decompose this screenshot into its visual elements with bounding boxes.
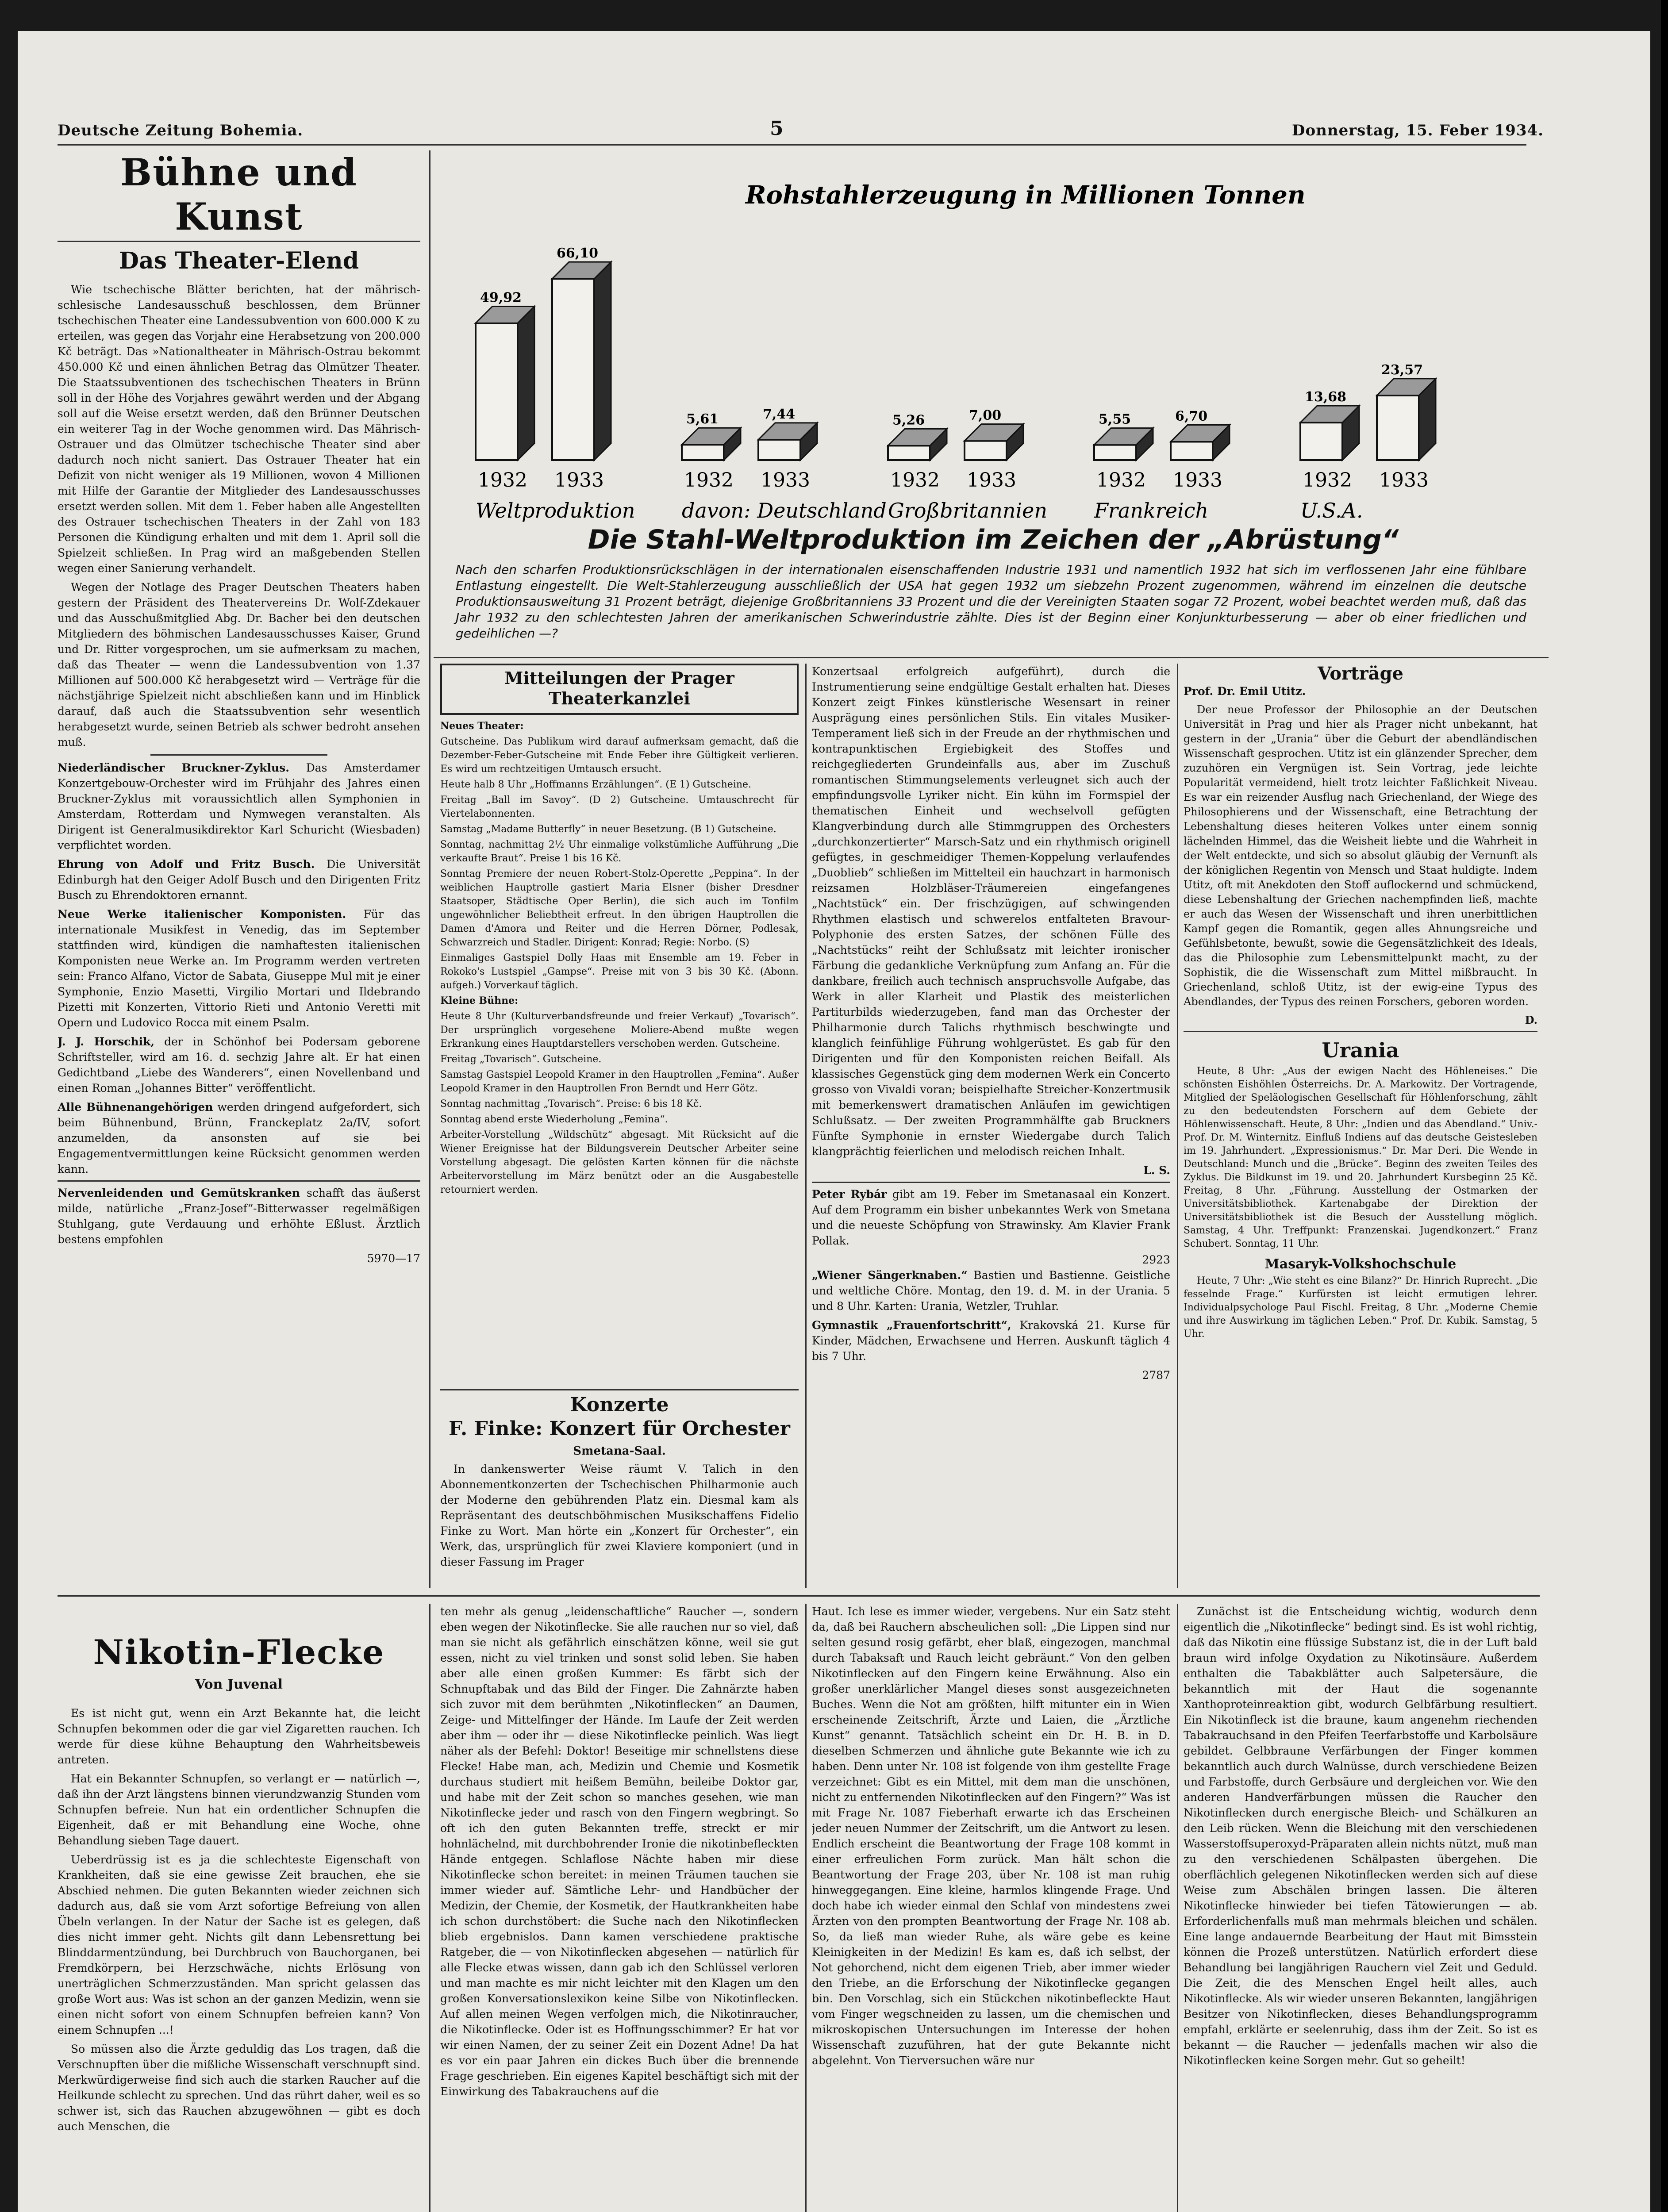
ad-number: 2923 — [1142, 1253, 1170, 1266]
theaterkanzlei-line: Sonntag, nachmittag 2½ Uhr einmalige volkstümliche Aufführung „Die verkaufte Braut“. Preise 1 bis 16 Kč. — [440, 839, 799, 864]
tick-label: 1932 — [684, 469, 734, 492]
bar — [1094, 445, 1136, 460]
note-item: Niederländischer Bruckner-Zyklus. Das Amsterdamer Konzertgebouw-Orchester wird im Frühjahr des Jahres einen Bruckner-Zyklus mit voraussichtlich allen Symphonien in Amsterdam, Rotterdam und Nymwegen veranstalten. Als Dirigent ist Generalmusikdirektor Karl Schuricht (Wiesbaden) verpflichtet worden. — [58, 761, 420, 852]
signature: D. — [1525, 1014, 1537, 1026]
title-rule — [58, 241, 420, 242]
bar — [1171, 442, 1213, 460]
column-rule — [1177, 1604, 1178, 2212]
urania-title: Urania — [1322, 1038, 1399, 1062]
tick-label: 1933 — [554, 469, 604, 492]
masthead-date: Donnerstag, 15. Feber 1934. — [1292, 122, 1544, 139]
note-item: Peter Rybár gibt am 19. Feber im Smetanasaal ein Konzert. Auf dem Programm ein bisher unbekanntes Werk von Smetana und die neueste Schöpfung von Strawinsky. Am Klavier Frank Pollak. — [812, 1188, 1170, 1247]
paragraph: Zunächst ist die Entscheidung wichtig, wodurch denn eigentlich die „Nikotinflecke“ bedingt sind. Es ist wohl richtig, daß das Nikotin eine flüssige Substanz ist, die in der Luft bald braun wird infolge Oxydation zu Nikotinsäure. Außerdem enthalten die Tabakblätter auch Salpetersäure, die bekanntlich mit der Haut die sogenannte Xanthoproteinreaktion gibt, wodurch Gelbfärbung resultiert. Ein Nikotinfleck ist die braune, kaum angenehm riechenden Tabakrauchsand in den Pfeifen Teerfarbstoffe und Karbolsäure gebildet. Gelbbraune Verfärbungen der Finger kommen bekanntlich auch durch Walnüsse, durch verschiedene Beizen und Farbstoffe, durch Gerbsäure und dergleichen vor. Wie den anderen Handverfärbungen müssen die Raucher den Nikotinflecken durch energische Bleich- und Schälkuren an den Leib rücken. Wenn die Bleichung mit den verschiedenen Wasserstoffsuperoxyd-Präparaten allein nichts nützt, muß man zu den verschiedenen Schälpasten übergehen. Die oberflächlich gelegenen Nikotinflecken werden sich auf diese Weise zum Abschälen bringen lassen. Die älteren Nikotinflecke hinwieder bei tiefen Tätowierungen — ab. Erforderlichenfalls muß man mehrmals bleichen und schälen. Eine lange andauernde Bearbeitung der Haut mit Bimsstein können die Prozeß unterstützen. Natürlich erfordert diese Behandlung bei langjährigen Rauchern viel Zeit und Geduld. Die Zeit, die des Menschen Engel heilt alles, auch Nikotinflecke. Als wir wieder unseren Bekannten, langjährigen Besitzer von Nikotinflecken, dieses Behandlungsprogramm empfahl, erklärte er seelenruhig, dass ihm der Zeit. So ist es bekannt — die Raucher — jedenfalls machen wir also die Nikotinflecken keine Sorgen mehr. Gut so geheilt! — [1184, 1605, 1537, 2067]
tick-label: 1932 — [890, 469, 940, 492]
theaterkanzlei-lines — [440, 719, 799, 1197]
data-label: 5,55 — [1099, 411, 1131, 427]
tick-label: 1933 — [761, 469, 810, 492]
note-item: J. J. Horschik, der in Schönhof bei Podersam geborene Schriftsteller, wird am 16. d. sechzig Jahre alt. Er hat einen Gedichtband „Liebe des Wanderers“, einen Novellenband und einen Roman „Johannes Bitter“ veröffentlicht. — [58, 1035, 420, 1094]
paragraph: ten mehr als genug „leidenschaftliche“ Raucher —, sondern eben wegen der Nikotinflecke. Sie alle rauchen nur so viel, daß man sie nicht als gefährlich einschätzen könne, weil sie gut essen, nicht zu viel trinken und sonst solid leben. Sie haben aber alle einen großen Kummer: Es färbt sich der Schnupftabak und das Bild der Finger. Die Zahnärzte haben sich zuvor mit dem berühmten „Nikotinflecken“ an Daumen, Zeige- und Mittelfinger der Hände. Im Laufe der Zeit werden aber ihm — oder ihr — diese Nikotinflecke peinlich. Was liegt näher als der Befehl: Doktor! Beseitige mir schnellstens diese Flecke! Habe man, ach, Medizin und Chemie und Kosmetik durchaus studiert mit heißem Bemühn, beileibe Doktor gar, und habe mit der Zeit schon so manches gesehen, wie man Nikotinflecke jeder und rasch von den Fingern wegbringt. So oft ich den guten Bekannten treffe, streckt er mir hohnlächelnd, mit durchbohrender Ironie die nikotinbefleckten Hände entgegen. Schlaflose Nächte haben mir diese Nikotinflecke schon bereitet: in meinen Träumen tauchen sie immer wieder auf. Sämtliche Lehr- und Handbücher der Medizin, der Chemie, der Kosmetik, der Hautkrankheiten habe ich schon durchstöbert: die Suche nach den Nikotinflecken blieb ergebnislos. Dann kamen verschiedene praktische Ratgeber, die — von Nikotinflecken abgesehen — natürlich für alle Flecke etwas wissen, dann gab ich den Schlüssel verloren und man machte es mir nicht leichter mit den Klagen um den großen Konversationslexikon keine Silbe von Nikotinflecken. Auf allen meinen Wegen verfolgen mich, die Nikotinraucher, die Nikotinflecke. Oder ist es Hoffnungsschimmer? Er hat vor wir einen Namen, der zu seiner Zeit ein Dozent Adne! Da hat es vor ein paar Jahren ein dickes Buch über die brennende Frage geschrieben. Ein eigenes Kapitel beschäftigt sich mit der Einwirkung des Tabakrauchens auf die — [440, 1605, 799, 2098]
note-item: Alle Bühnenangehörigen werden dringend aufgefordert, sich beim Bühnenbund, Brünn, Franckeplatz 2a/IV, sofort anzumelden, da ansonsten auf sie bei Engagementvermittlungen keine Rücksicht genommen werden kann. — [58, 1101, 420, 1175]
data-label: 5,61 — [686, 411, 719, 427]
paragraph: Wegen der Notlage des Prager Deutschen Theaters haben gestern der Präsident des Theatervereins Dr. Wolf-Zdekauer und das Ausschußmitglied Abg. Dr. Bacher bei den deutschen Mitgliedern des böhmischen Landesausschusses Kaiser, Grund und Dr. Ritter vorgesprochen, um sie aufmerksam zu machen, daß das Theater — wenn die Landessubvention von 1.37 Millionen auf 500.000 Kč herabgesetzt wird — Verträge für die nächstjährige Spielzeit nicht abschließen kann und im Hinblick darauf, daß auch die Staatssubvention sehr wesentlich herabgesetzt wurde, seinen Betrieb als schwer bedroht ansehen muß. — [58, 581, 420, 749]
konzert-continued-column — [812, 664, 1170, 1588]
ad-item: Nervenleidenden und Gemütskranken schafft das äußerst milde, natürliche „Franz-Josef“-Bitterwasser regelmäßigen Stuhlgang, gute Verdauung und erhöhte Eßlust. Ärztlich bestens empfohlen — [58, 1187, 420, 1246]
signature: L. S. — [1143, 1164, 1170, 1177]
paragraph: Konzertsaal erfolgreich aufgeführt), durch die Instrumentierung seine endgültige Gestalt erhalten hat. Dieses Konzert zeigt Finkes künstlerische Wesensart in reiner Ausprägung eines persönlichen Stils. Ein vitales Musiker-Temperament ließ sich in der Freude an der rhythmischen und kontrapunktischen Ergiebigkeit des Stoffes und reichgegliederten Grundeinfalls aus, aber im Zuschuß romantischen Stimmungselements verleugnet sich auch der empfindungsvolle Lyriker nicht. Ein kühn im Formspiel der thematischen Einheit und wechselvoll gefügten Klangverbindung durch alle Stimmgruppen des Orchesters „durchkonzertierter“ Marsch-Satz und ein rhythmisch originell gefügtes, in geschmeidiger Themen-Koppelung verlaufendes „Duoblieb“ schließen im Mittelteil ein hauchzart in harmonisch reizsamen Holzbläser-Träumereien eingefangenes „Nachtstück“ ein. Der frischzügigen, auf schwingenden Rhythmen elastisch und schwerelos entfalteten Bravour-Polyphonie des ersten Satzes, der schönen Fülle des „Nachtstücks“ reiht der Schlußsatz mit leichter ironischer Färbung die gedankliche Verknüpfung zum Anfang an. Für die dankbare, freilich auch technisch anspruchsvolle Aufgabe, das Werk in aller Klarheit und Plastik des meisterlichen Partiturbilds wiederzugeben, fand man das Orchester der Philharmonie durch Talichs rhythmisch beschwingte und klanglich feinfühlige Führung wohlgerüstet. Es gab für den Dirigenten und für den Komponisten reichen Beifall. Als klassisches Gegenstück ging dem modernen Werk ein Concerto grosso von Vivaldi voran; beispielhafte Streicher-Konzertmusik mit bemerkenswert dramatischen Anläufen im gewichtigen Schlußsatz. — Der zweiten Programmhälfte gab Bruckners Fünfte Symphonie in ernster Wiedergabe durch Talich klangprächtig feierlichen und melodisch reichen Inhalt. — [812, 665, 1170, 1158]
theaterkanzlei-line: Sonntag abend erste Wiederholung „Femina“. — [440, 1114, 668, 1125]
theaterkanzlei-line: Samstag Gastspiel Leopold Kramer in den Hauptrollen „Femina“. Außer Leopold Kramer in den Hauptrollen Fron Berndt und Herr Götz. — [440, 1069, 799, 1094]
theaterkanzlei-line: Sonntag Premiere der neuen Robert-Stolz-Operette „Peppina“. In der weiblichen Hauptrolle gastiert Maria Elsner (bisher Dresdner Staatsoper, Städtische Oper Berlin), die sich auch im Tonfilm ungewöhnlicher Beliebtheit erfreut. In den übrigen Hauptrollen die Damen d'Amora und Reiter und die Herren Dörner, Podlesak, Schwarzreich und Stadler. Dirigent: Konrad; Regie: Norbo. (S) — [440, 868, 799, 948]
paragraph: In dankenswerter Weise räumt V. Talich in den Abonnementkonzerten der Tschechischen Philharmonie auch der Moderne den gebührenden Platz ein. Diesmal kam als Repräsentant des deutschböhmischen Musikschaffens Fidelio Finke zu Wort. Man hörte ein „Konzert für Orchester“, ein Werk, das, ursprünglich für zwei Klaviere komponiert (und in dieser Fassung im Prager — [440, 1463, 799, 1568]
nikotin-column-1 — [58, 1604, 420, 2212]
nikotin-title: Nikotin-Flecke — [93, 1632, 385, 1672]
vortraege-title: Vorträge — [1317, 664, 1403, 684]
bar — [965, 441, 1007, 460]
page-number: 5 — [770, 117, 784, 140]
group-label: Frankreich — [1094, 499, 1209, 522]
theaterkanzlei-line: Heute halb 8 Uhr „Hoffmanns Erzählungen“. (E 1) Gutscheine. — [440, 779, 752, 790]
page-edge-shadow — [1661, 0, 1668, 2212]
paragraph: Heute, 8 Uhr: „Aus der ewigen Nacht des Höhleneises.“ Die schönsten Eishöhlen Österreichs. Dr. A. Markowitz. Der Vortragende, Mitglied der Speläologischen Gesellschaft für Höhlenforschung, zählt zu den bedeutendsten Forschern auf dem Gebiete der Höhlenwissenschaft. Heute, 8 Uhr: „Indien und das Abendland.“ Univ.-Prof. Dr. M. Winternitz. Einfluß Indiens auf das deutsche Geistesleben im 19. Jahrhundert. „Expressionismus.“ Dr. Mar Deri. Die Wende in Deutschland: Munch und die „Brücke“. Beginn des zweiten Teiles des Zyklus. Die Bildkunst im 19. und 20. Jahrhundert Kursbeginn 25 Kč. Freitag, 8 Uhr. „Führung. Ausstellung der Ostmarken der Universitätsbibliothek. Kartenabgabe der Direktion der Universitätsbibliothek ist die Besuch der Ausstellung möglich. Samstag, 4 Uhr. Treffpunkt: Franzenskai. Jugendkonzert.“ Franz Schubert. Sonntag, 11 Uhr. — [1184, 1066, 1537, 1249]
masthead-rule — [58, 144, 1526, 146]
data-label: 7,00 — [969, 407, 1002, 423]
theaterkanzlei-heading-box — [440, 664, 799, 715]
nikotin-column-4 — [1184, 1604, 1537, 2212]
chart-caption-body: Nach den scharfen Produktionsrückschlägen in der internationalen eisenschaffenden Industrie 1931 und namentlich 1932 hat sich im verflossenen Jahr eine fühlbare Entlastung eingestellt. Die Welt-Stahlerzeugung ausschließlich der USA hat gegen 1932 um siebzehn Prozent zugenommen, während im einzelnen die deutsche Produktionsausweitung 31 Prozent beträgt, diejenige Großbritanniens 33 Prozent und die der Vereinigten Staaten sogar 72 Prozent, wobei beachtet werden muß, daß das Jahr 1932 zu den schlechtesten Jahren der amerikanischen Schwerindustrie zählte. Dies ist der Beginn einer Konjunkturbesserung — aber ob einer friedlichen und gedeihlichen —? — [456, 562, 1526, 641]
konzert-finke-title: F. Finke: Konzert für Orchester — [449, 1417, 790, 1440]
column-rule — [429, 1604, 430, 2212]
divider — [1184, 1031, 1537, 1032]
bar-side — [594, 262, 611, 460]
bar — [758, 440, 800, 460]
data-label: 5,26 — [892, 412, 925, 428]
data-label: 23,57 — [1381, 362, 1423, 378]
bar — [476, 323, 518, 460]
data-label: 49,92 — [480, 290, 522, 306]
column-rule — [805, 1604, 807, 2212]
nikotin-byline: Von Juvenal — [195, 1677, 283, 1692]
masaryk-title: Masaryk-Volkshochschule — [1264, 1256, 1457, 1272]
paragraph: Wie tschechische Blätter berichten, hat der mährisch-schlesische Landesausschuß beschlossen, dem Brünner tschechischen Theater eine Landessubvention von 600.000 K zu erteilen, was gegen das Vorjahr eine Herabsetzung von 200.000 Kč beträgt. Das »Nationaltheater in Mährisch-Ostrau bekommt 450.000 Kč und einen ähnlichen Betrag das Olmützer Theater. Die Staatssubventionen des tschechischen Theaters in Brünn soll in der Höhe des Vorjahres gewährt werden und der Abgang soll auf die Weise ersetzt werden, daß den Brünner Deutschen ein weiterer Tag in der Woche genommen wird. Das Mährisch-Ostrauer und das Olmützer tschechische Theater sind aber dadurch noch nicht saniert. Das Ostrauer Theater hat ein Defizit von nicht weniger als 19 Millionen, wovon 4 Millionen mit Hilfe der Garantie der Mitglieder des Landesausschusses ersetzt werden sollen. Mit dem 1. Feber haben alle Angestellten des Ostrauer tschechischen Theaters in der Zahl von 183 Personen die Kündigung erhalten und mit dem 1. April soll die Spielzeit schließen. In Prag wird an maßgebenden Stellen wegen einer Sanierung verhandelt. — [58, 283, 420, 575]
theaterkanzlei-line: Neues Theater: — [440, 720, 524, 732]
theaterkanzlei-line: Samstag „Madame Butterfly“ in neuer Besetzung. (B 1) Gutscheine. — [440, 824, 776, 835]
chart-caption-title: Die Stahl-Weltproduktion im Zeichen der „Abrüstung“ — [588, 524, 1399, 555]
paragraph: Hat ein Bekannter Schnupfen, so verlangt er — natürlich —, daß ihn der Arzt längstens binnen vierundzwanzig Stunden vom Schnupfen befreie. Nun hat ein ordentlicher Schnupfen die Eigenheit, daß er mit Behandlung eine Woche, ohne Behandlung sieben Tage dauert. — [58, 1772, 420, 1847]
konzert-venue: Smetana-Saal. — [573, 1444, 666, 1458]
vortrag-speaker: Prof. Dr. Emil Utitz. — [1184, 685, 1306, 698]
data-label: 6,70 — [1175, 408, 1208, 424]
vortraege-column — [1184, 664, 1537, 1588]
tick-label: 1933 — [1379, 469, 1429, 492]
column-rule — [805, 664, 807, 1588]
divider — [812, 1182, 1170, 1183]
bar-side — [518, 306, 534, 460]
group-label: U.S.A. — [1300, 499, 1363, 522]
tick-label: 1932 — [1303, 469, 1352, 492]
konzerte-title: Konzerte — [570, 1394, 669, 1416]
bar — [888, 445, 930, 460]
tick-label: 1932 — [478, 469, 527, 492]
theaterkanzlei-line: Arbeiter-Vorstellung „Wildschütz“ abgesagt. Mit Rücksicht auf die Wiener Ereignisse hat der Bildungsverein Deutscher Arbeiter seine Vorstellung abgesagt. Die gelösten Karten können für die nächste Arbeitervorstellung im März benützt oder an die Ausgabestelle retourniert werden. — [440, 1129, 799, 1195]
nikotin-column-2 — [440, 1604, 799, 2212]
section-rule — [434, 657, 1549, 658]
column-rule — [429, 150, 430, 1588]
theaterkanzlei-line: Freitag „Ball im Savoy“. (D 2) Gutscheine. Umtauschrecht für Viertelabonnenten. — [440, 795, 799, 819]
paragraph: Haut. Ich lese es immer wieder, vergebens. Nur ein Satz steht da, daß bei Rauchern abscheulichen soll: „Die Lippen sind nur selten gesund rosig gefärbt, eher blaß, eingezogen, manchmal durch Tabaksaft und Rauch leicht gebräunt.“ Von den gelben Nikotinflecken auf den Fingern keine Erwähnung. Also ein großer unerklärlicher Mangel dieses sonst ausgezeichneten Buches. Wenn die Not am größten, hilft mitunter ein in Wien erscheinende Zeitschrift, Ärzte und Laien, die „Ärztliche Kunst“ genannt. Tatsächlich scheint ein Dr. H. B. in D. dieselben Schmerzen und ähnliche gute Bekannte wie ich zu haben. Denn unter Nr. 108 ist folgende von ihm gestellte Frage verzeichnet: Gibt es ein Mittel, mit dem man die unschönen, nicht zu entfernenden Nikotinflecken auf den Fingern?“ Was ist mit Frage Nr. 1087 Fieberhaft erwarte ich das Erscheinen jeder neuen Nummer der Zeitschrift, um die Antwort zu lesen. Endlich erscheint die Beantwortung der Frage 108 kommt in einer erfreulichen Form zurück. Man hält schon die Beantwortung der Frage 203, über Nr. 108 ist man ruhig hinweggegangen. Eine kleine, harmlos klingende Frage. Und doch habe ich wieder einmal den Schlaf von mindestens zwei Ärzten von den prompten Beantwortung der Frage Nr. 108 ab. So, da ließ man wieder Ruhe, als wäre gebe es keine Kleinigkeiten in der Medizin! Es kam es, daß ich selbst, der Not gehorchend, nicht dem eigenen Trieb, aber immer wieder den Triebe, an die Erforschung der Nikotinflecke gegangen bin. Den Vorschlag, sich ein Stückchen nikotinbefleckte Haut vom Finger wegschneiden zu lassen, um die chemischen und mikroskopischen Untersuchungen im Interesse der hohen Wissenschaft zuzuführen, hat der gute Bekannte nicht abgelehnt. Von Tierversuchen wäre nur — [812, 1605, 1170, 2067]
ad-number: 2787 — [1142, 1369, 1170, 1382]
note-item: Ehrung von Adolf und Fritz Busch. Die Universität Edinburgh hat den Geiger Adolf Busch und den Dirigenten Fritz Busch zu Ehrendoktoren ernannt. — [58, 858, 420, 902]
theaterkanzlei-line: Gutscheine. Das Publikum wird darauf aufmerksam gemacht, daß die Dezember-Feber-Gutscheine mit Ende Feber ihre Gültigkeit verlieren. Es wird um rechtzeitigen Umtausch ersucht. — [440, 736, 799, 775]
ad-number: 5970—17 — [367, 1252, 420, 1265]
article-title-theater-elend: Das Theater-Elend — [119, 247, 359, 274]
theaterkanzlei-line: Freitag „Tovarisch“. Gutscheine. — [440, 1054, 602, 1065]
divider — [440, 1389, 799, 1390]
data-label: 7,44 — [763, 406, 796, 422]
section-title-buhne: Bühne und Kunst — [120, 150, 357, 238]
paragraph: Ueberdrüssig ist es ja die schlechteste Eigenschaft von Krankheiten, daß sie eine gewisse Zeit brauchen, ehe sie Abschied nehmen. Die guten Bekannten wieder zeichnen sich dadurch aus, daß sie vom Arzt sofortige Befreiung von allen Übeln verlangen. In der Natur der Sache ist es gelegen, daß dies nicht immer geht. Nichts gilt dann Lebensrettung bei Blinddarmentzündung, bei Durchbruch von Bauchorganen, bei Fremdkörpern, bei Herzschwäche, nichts Erlösung von unerträglichen Schmerzzuständen. Man spricht gelassen das große Wort aus: Was ist schon an der ganzen Medizin, wenn sie einen nicht sofort von einem Schnupfen befreien kann? Von einem Schnupfen ...! — [58, 1853, 420, 2036]
note-item: „Wiener Sängerknaben.“ Bastien und Bastienne. Geistliche und weltliche Chöre. Montag, den 19. d. M. in der Urania. 5 und 8 Uhr. Karten: Urania, Wetzler, Truhlar. — [812, 1269, 1170, 1313]
theaterkanzlei-line: Einmaliges Gastspiel Dolly Haas mit Ensemble am 19. Feber in Rokoko's Lustspiel „Gampse“. Preise mit von 3 bis 30 Kč. (Abonn. aufgeh.) Vorverkauf täglich. — [440, 952, 799, 991]
divider — [58, 1180, 420, 1182]
bar — [1377, 396, 1419, 460]
theaterkanzlei-title: Mitteilungen der Prager Theaterkanzlei — [504, 668, 734, 708]
data-label: 13,68 — [1305, 389, 1346, 405]
buhne-column — [58, 150, 420, 1588]
paragraph: Heute, 7 Uhr: „Wie steht es eine Bilanz?“ Dr. Hinrich Ruprecht. „Die fesselnde Frage.“ Kurfürsten ist leicht ermutigen lehrer. Individualpsychologe Paul Fischl. Freitag, 8 Uhr. „Moderne Chemie und ihre Auswirkung im täglichen Leben.“ Prof. Dr. Kubik. Samstag, 5 Uhr. — [1184, 1275, 1537, 1340]
theaterkanzlei-line: Sonntag nachmittag „Tovarisch“. Preise: 6 bis 18 Kč. — [440, 1098, 702, 1110]
bar — [1300, 422, 1342, 460]
nikotin-column-3 — [812, 1604, 1170, 2212]
paragraph: Der neue Professor der Philosophie an der Deutschen Universität in Prag und hier als Prager nicht unbekannt, hat gestern in der „Urania“ über die Geburt der abendländischen Wissenschaft gesprochen. Utitz ist ein glänzender Sprecher, dem zuzuhören ein Vergnügen ist. Sein Vortrag, jede leichte Popularität vermeidend, hielt trotz leichter Faßlichkeit Niveau. Es war ein reizender Ausflug nach Griechenland, der Wiege des Philosophierens und der Wissenschaft, eine Betrachtung der Lebenshaltung dieses heiteren Volkes unter einem sonnig lächelnden Himmel, das die Weisheit liebte und die Wahrheit in der Welt entdeckte, und sich so absolut gläubig der Vernunft als der königlichen Regentin von Mensch und Staat huldigte. Indem Utitz, oft mit Anekdoten den Stoff auflockernd und schmückend, diese Lebenshaltung der Griechen nachempfinden ließ, machte er auch das Wesen der Wissenschaft und ihren unerbittlichen Kampf gegen die Romantik, gegen alles Ahnungsreiche und Gefühlsbetonte, bewußt, sowie die Gegensätzlichkeit des Ideals, das die Philosophie zum Lebensmittelpunkt macht, zu der Sophistik, die die Wissenschaft zum Mittel mißbraucht. In Griechenland, schloß Utitz, ist der ewig-eine Typus des Abendlandes, der Typus des reinen Forschers, geboren worden. — [1184, 703, 1537, 1008]
newspaper-page — [18, 31, 1650, 2212]
bar — [682, 445, 724, 460]
tick-label: 1933 — [967, 469, 1016, 492]
column-rule — [1177, 664, 1178, 1588]
theaterkanzlei-line: Heute 8 Uhr (Kulturverbandsfreunde und freier Verkauf) „Tovarisch“. Der ursprünglich vorgesehene Moliere-Abend mußte wegen Erkrankung eines Hauptdarstellers verschoben werden. Gutscheine. — [440, 1011, 799, 1049]
feuilleton-rule — [58, 1595, 1540, 1597]
divider — [150, 754, 327, 756]
theaterkanzlei-line: Kleine Bühne: — [440, 995, 519, 1006]
konzerte-column — [440, 1389, 799, 1588]
note-item: Neue Werke italienischer Komponisten. Für das internationale Musikfest in Venedig, das im September stattfinden wird, kündigen die namhaftesten italienischen Komponisten neue Werke an. Im Programm werden vertreten sein: Franco Alfano, Victor de Sabata, Giuseppe Mul mit je einer Symphonie, Enzio Masetti, Virgilio Mortari und Ildebrando Pizetti mit Konzerten, Vittorio Rieti und Antonio Veretti mit Opern und Ludovico Rocca mit einem Psalm. — [58, 908, 420, 1029]
bar — [552, 279, 594, 460]
data-label: 66,10 — [557, 246, 598, 261]
group-label: Weltproduktion — [476, 499, 635, 522]
tick-label: 1933 — [1173, 469, 1222, 492]
chart-title: Rohstahlerzeugung in Millionen Tonnen — [746, 180, 1306, 210]
paragraph: So müssen also die Ärzte geduldig das Los tragen, daß die Verschnupften über die mißliche Wissenschaft verschnupft sind. Merkwürdigerweise find sich auch die starken Raucher auf die Heilkunde schlecht zu sprechen. Und das rührt daher, weil es so schwer ist, sich das Rauchen abzugewöhnen — gibt es doch auch Menschen, die — [58, 2043, 420, 2133]
group-label: Großbritannien — [888, 499, 1048, 522]
paragraph: Es ist nicht gut, wenn ein Arzt Bekannte hat, die leicht Schnupfen bekommen oder die gar viel Zigaretten rauchen. Ich werde für diese kühne Behauptung den Wahrheitsbeweis antreten. — [58, 1707, 420, 1766]
theaterkanzlei-column — [440, 664, 799, 1385]
group-label: davon: Deutschland — [682, 499, 887, 522]
masthead-left: Deutsche Zeitung Bohemia. — [58, 122, 304, 139]
note-item: Gymnastik „Frauenfortschritt“, Krakovská 21. Kurse für Kinder, Mädchen, Erwachsene und Herren. Auskunft täglich 4 bis 7 Uhr. — [812, 1319, 1170, 1363]
tick-label: 1932 — [1096, 469, 1146, 492]
